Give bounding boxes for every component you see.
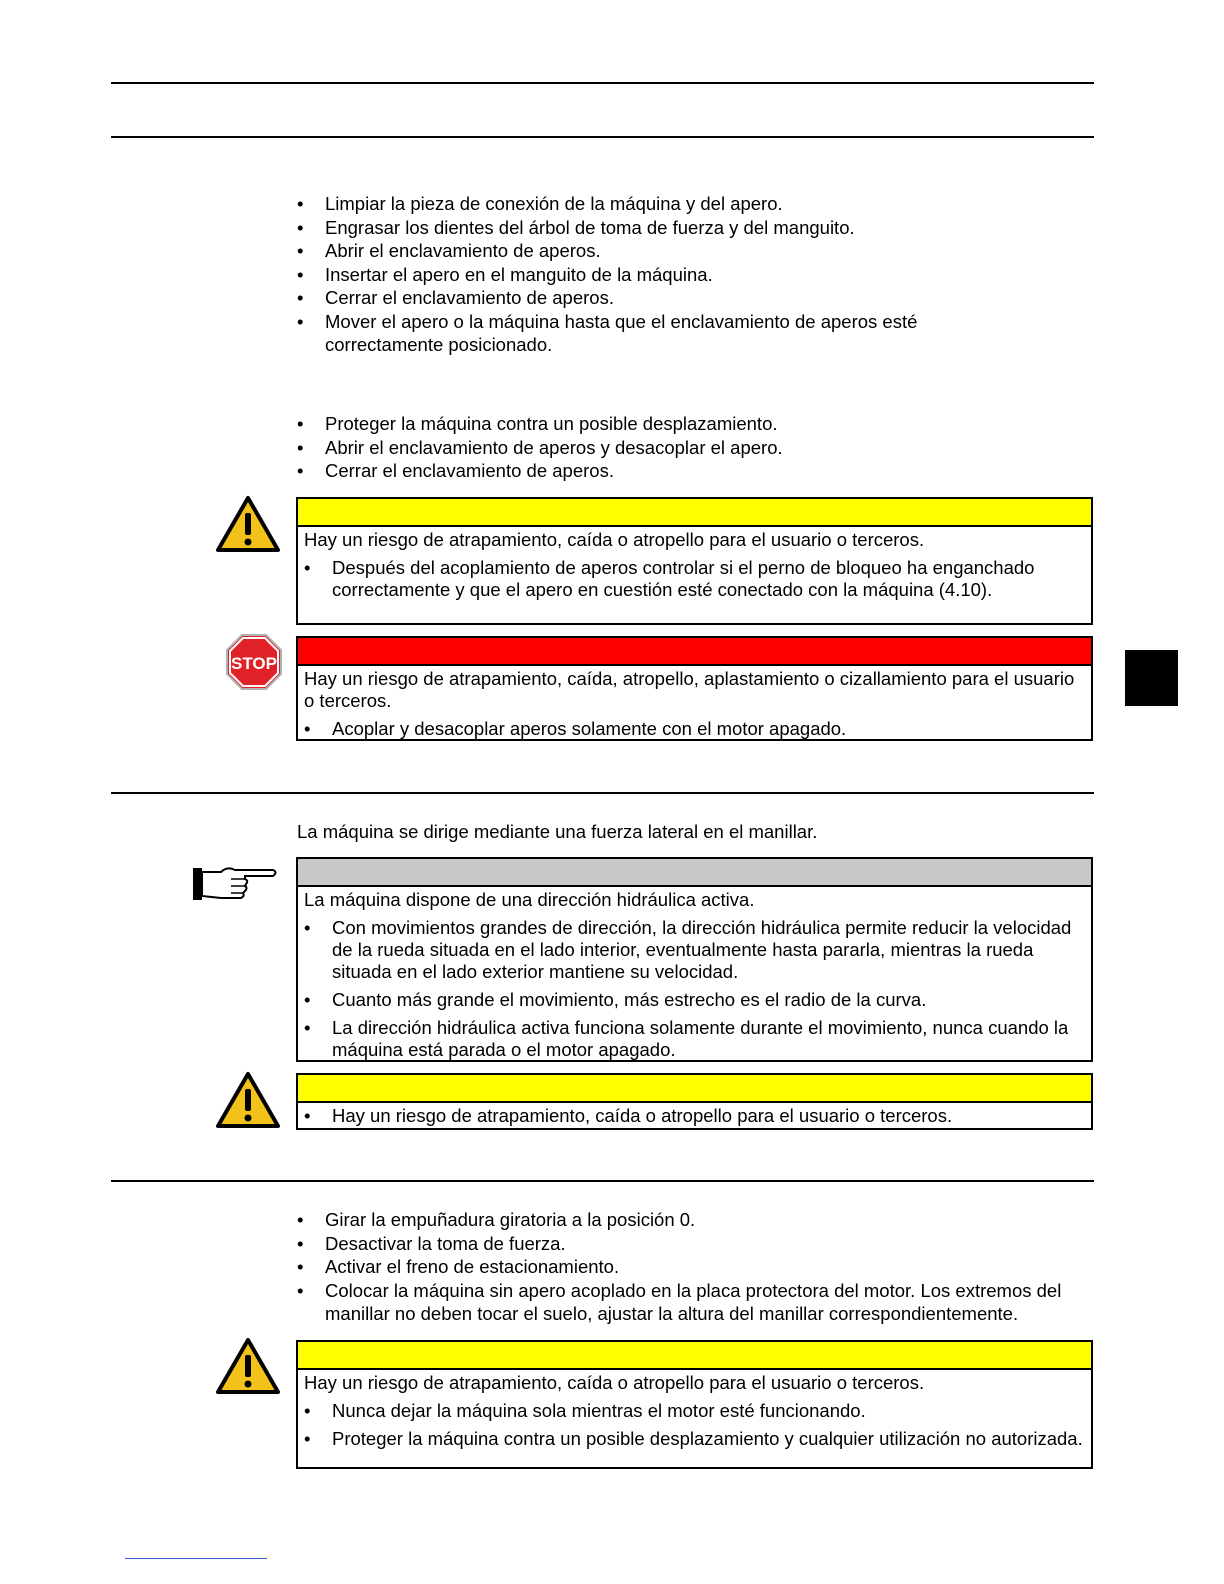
list-item: • Cerrar el enclavamiento de aperos. xyxy=(297,459,1097,483)
list-item: • Abrir el enclavamiento de aperos y desacoplar el apero. xyxy=(297,436,1097,460)
list-item: • Desactivar la toma de fuerza. xyxy=(297,1232,1099,1256)
list-item: • Engrasar los dientes del árbol de toma de fuerza y del manguito. xyxy=(297,216,997,240)
list-item: • Insertar el apero en el manguito de la máquina. xyxy=(297,263,997,287)
footer-link-underline xyxy=(125,1558,267,1559)
list-item: • Después del acoplamiento de aperos controlar si el perno de bloqueo ha enganchado correctamente y que el apero en cuestión esté conectado con la máquina (4.10). xyxy=(304,557,1085,601)
warning-text: Hay un riesgo de atrapamiento, caída o atropello para el usuario o terceros. xyxy=(304,1372,925,1393)
header-rule-bottom xyxy=(111,136,1094,138)
note-header-bar xyxy=(298,859,1091,887)
note-box-steering xyxy=(296,857,1093,1062)
danger-text: Hay un riesgo de atrapamiento, caída, atropello, aplastamiento o cizallamiento para el usuario o terceros. xyxy=(304,668,1075,711)
stop-sign-label: STOP xyxy=(231,654,277,673)
danger-box-coupling xyxy=(296,636,1093,741)
header-rule-top xyxy=(111,82,1094,84)
note-text: La máquina dispone de una dirección hidráulica activa. xyxy=(304,889,755,910)
list-item: • Abrir el enclavamiento de aperos. xyxy=(297,239,997,263)
warning-triangle-icon xyxy=(215,495,281,553)
stop-sign-icon xyxy=(225,633,283,691)
list-item: • Proteger la máquina contra un posible desplazamiento y cualquier utilización no autorizada. xyxy=(304,1428,1085,1450)
warning-header-bar xyxy=(298,1342,1091,1370)
warning-box-coupling xyxy=(296,497,1093,625)
warning-header-bar xyxy=(298,499,1091,527)
list-item: • Limpiar la pieza de conexión de la máquina y del apero. xyxy=(297,192,997,216)
warning-triangle-icon xyxy=(215,1071,281,1129)
list-item: • Mover el apero o la máquina hasta que el enclavamiento de aperos esté correctamente posicionado. xyxy=(297,310,997,357)
section-rule xyxy=(111,1180,1094,1182)
list-item: • Nunca dejar la máquina sola mientras el motor esté funcionando. xyxy=(304,1400,1085,1422)
steering-intro: La máquina se dirige mediante una fuerza lateral en el manillar. xyxy=(297,821,818,842)
list-item: • Con movimientos grandes de dirección, la dirección hidráulica permite reducir la velocidad de la rueda situada en el lado interior, eventualmente hasta pararla, mientras la rueda situada en el lado exterior mantiene su velocidad. xyxy=(304,917,1085,983)
section-rule xyxy=(111,792,1094,794)
list-item: • La dirección hidráulica activa funciona solamente durante el movimiento, nunca cuando la máquina está parada o el motor apagado. xyxy=(304,1017,1085,1061)
uncoupling-steps-list xyxy=(297,412,1097,483)
danger-header-bar xyxy=(298,638,1091,666)
list-item: • Girar la empuñadura giratoria a la posición 0. xyxy=(297,1208,1099,1232)
warning-box-steering xyxy=(296,1073,1093,1130)
warning-box-parking xyxy=(296,1340,1093,1469)
warning-text: Hay un riesgo de atrapamiento, caída o atropello para el usuario o terceros. xyxy=(304,529,925,550)
pointing-hand-icon xyxy=(191,862,279,904)
list-item: • Activar el freno de estacionamiento. xyxy=(297,1255,1099,1279)
list-item: • Colocar la máquina sin apero acoplado en la placa protectora del motor. Los extremos del manillar no deben tocar el suelo, ajustar la altura del manillar correspondientemente. xyxy=(297,1279,1099,1326)
list-item: • Proteger la máquina contra un posible desplazamiento. xyxy=(297,412,1097,436)
chapter-tab-marker xyxy=(1125,650,1178,706)
list-item: • Acoplar y desacoplar aperos solamente con el motor apagado. xyxy=(304,718,1085,740)
coupling-steps-list xyxy=(297,192,997,357)
warning-header-bar xyxy=(298,1075,1091,1103)
list-item: • Hay un riesgo de atrapamiento, caída o atropello para el usuario o terceros. xyxy=(304,1105,1085,1127)
parking-steps-list xyxy=(297,1208,1099,1326)
list-item: • Cuanto más grande el movimiento, más estrecho es el radio de la curva. xyxy=(304,989,1085,1011)
list-item: • Cerrar el enclavamiento de aperos. xyxy=(297,286,997,310)
warning-triangle-icon xyxy=(215,1337,281,1395)
